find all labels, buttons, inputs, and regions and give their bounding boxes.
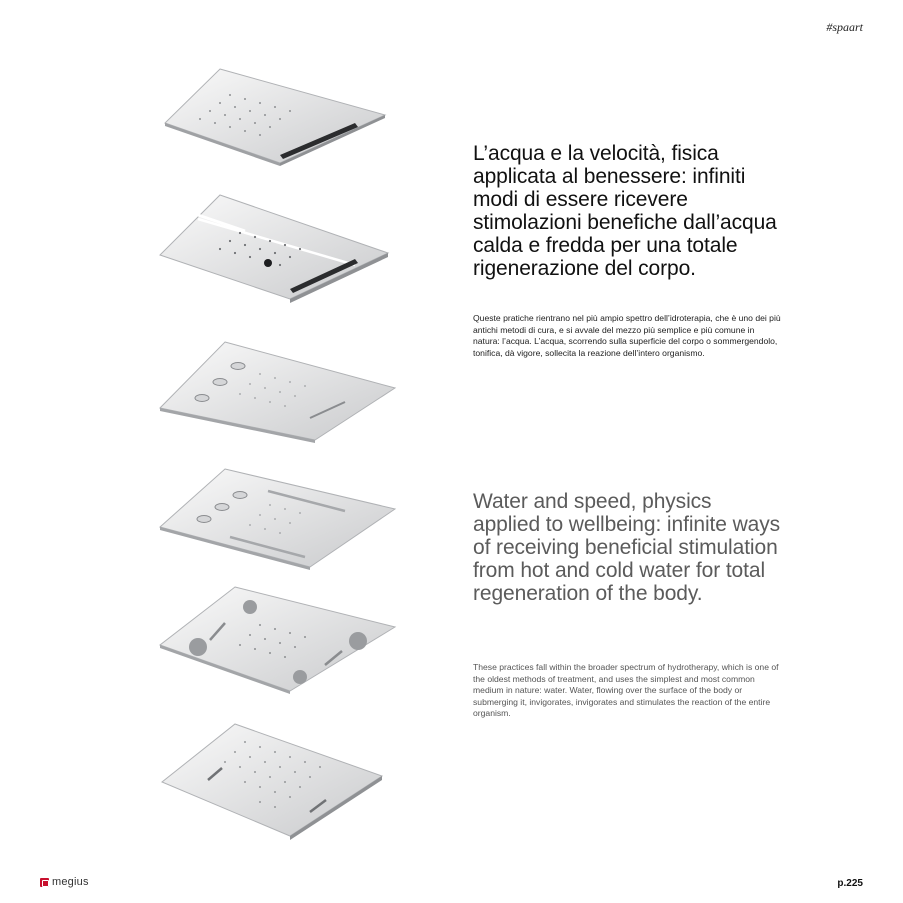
shower-panel-image-5: [150, 585, 400, 695]
brand-name: megius: [52, 876, 89, 888]
shower-panel-image-4: [150, 467, 400, 577]
italian-heading: L’acqua e la velocità, fisica applicata al benessere: infiniti modi di essere ricevere stimolazioni benefiche dall’acqua calda e fredda per una totale rigenerazione del corpo.: [473, 142, 777, 280]
shower-panel-image-1: [150, 65, 400, 175]
product-images: [150, 55, 400, 845]
section-tag: #spaart: [826, 20, 863, 34]
italian-body: Queste pratiche rientrano nel più ampio spettro dell’idroterapia, che è uno dei più antichi metodi di cura, e si avvale del mezzo più semplice e più comune in natura: l’acqua. L’acqua, scorrendo sulla superficie del corpo o sommergendolo, tonifica, dà vigore, sollecita la reazione dell’intero organismo.: [473, 313, 781, 358]
shower-panel-image-2: [150, 193, 400, 303]
brand-mark-icon: [40, 878, 49, 887]
english-heading: Water and speed, physics applied to wellbeing: infinite ways of receiving beneficial stimulation from hot and cold water for total regeneration of the body.: [473, 490, 781, 605]
brand-logo: [40, 876, 89, 888]
shower-panel-image-3: [150, 340, 400, 450]
english-body: These practices fall within the broader spectrum of hydrotherapy, which is one of the oldest methods of treatment, and uses the simplest and most common medium in nature: water. Water, flowing over the surface of the body or submerging it, invigorates, invigorates and stimulates the reaction of the entire organism.: [473, 662, 779, 718]
shower-panel-image-6: [150, 720, 400, 840]
page-number: p.225: [837, 878, 863, 889]
